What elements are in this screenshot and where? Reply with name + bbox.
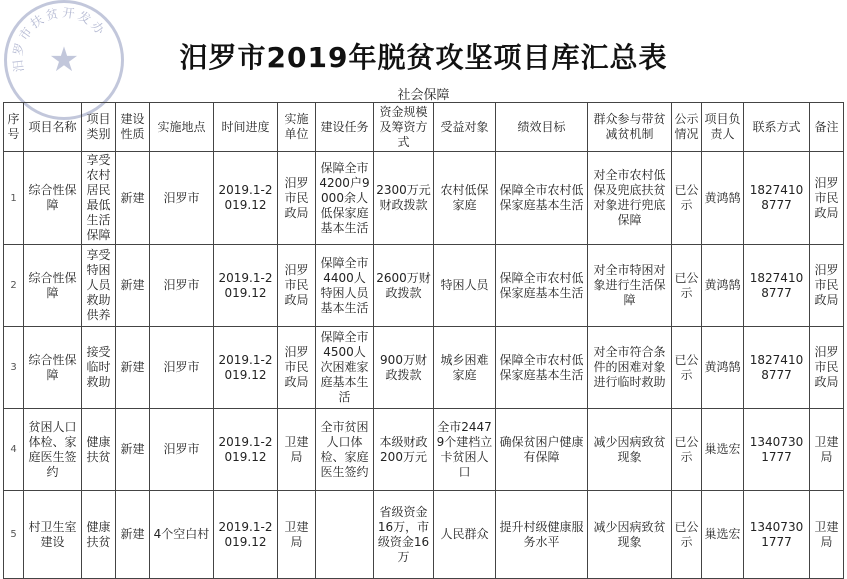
cell-category: 享受特困人员救助供养 [82,245,116,327]
cell-category: 健康扶贫 [82,409,116,491]
cell-mechanism: 对全市特困对象进行生活保障 [588,245,672,327]
cell-location: 汨罗市 [150,245,214,327]
cell-remark: 卫建局 [810,491,844,579]
cell-beneficiary: 人民群众 [434,491,496,579]
section-subtitle: 社会保障 [397,88,450,103]
cell-location: 4个空白村 [150,491,214,579]
cell-publicity: 已公示 [672,491,702,579]
cell-leader: 黄鸿鹄 [702,152,744,245]
header-funding: 资金规模及筹资方式 [374,103,434,152]
header-no: 序号 [4,103,24,152]
cell-unit: 汨罗市民政局 [278,245,316,327]
cell-funding: 本级财政200万元 [374,409,434,491]
cell-name: 综合性保障 [24,152,82,245]
cell-no: 5 [4,491,24,579]
cell-location: 汨罗市 [150,409,214,491]
cell-mechanism: 对全市农村低保及兜底扶贫对象进行兜底保障 [588,152,672,245]
table-header-row [4,103,844,152]
cell-nature: 新建 [116,152,150,245]
cell-contact: 18274108777 [744,245,810,327]
cell-schedule: 2019.1-2019.12 [214,245,278,327]
cell-unit: 汨罗市民政局 [278,152,316,245]
table-row [4,491,844,579]
cell-beneficiary: 农村低保家庭 [434,152,496,245]
table-row [4,327,844,409]
cell-remark: 卫建局 [810,409,844,491]
cell-schedule: 2019.1-2019.12 [214,327,278,409]
cell-leader: 黄鸿鹄 [702,327,744,409]
header-publicity: 公示情况 [672,103,702,152]
cell-beneficiary: 城乡困难家庭 [434,327,496,409]
cell-publicity: 已公示 [672,152,702,245]
cell-name: 综合性保障 [24,327,82,409]
cell-contact: 18274108777 [744,152,810,245]
seal-star-icon: ★ [48,40,80,80]
header-nature: 建设性质 [116,103,150,152]
cell-mechanism: 减少因病致贫现象 [588,409,672,491]
cell-contact: 13407301777 [744,409,810,491]
cell-contact: 13407301777 [744,491,810,579]
seal-text: 汨罗市扶贫开发办 [10,5,109,73]
cell-goal: 保障全市农村低保家庭基本生活 [496,327,588,409]
cell-publicity: 已公示 [672,409,702,491]
cell-category: 接受临时救助 [82,327,116,409]
cell-schedule: 2019.1-2019.12 [214,491,278,579]
table-row [4,152,844,245]
cell-beneficiary: 特困人员 [434,245,496,327]
cell-goal: 提升村级健康服务水平 [496,491,588,579]
cell-unit: 汨罗市民政局 [278,327,316,409]
cell-funding: 2300万元财政拨款 [374,152,434,245]
cell-task [316,491,374,579]
cell-name: 综合性保障 [24,245,82,327]
cell-unit: 卫建局 [278,409,316,491]
cell-location: 汨罗市 [150,327,214,409]
cell-goal: 确保贫困户健康有保障 [496,409,588,491]
cell-publicity: 已公示 [672,245,702,327]
cell-remark: 汨罗市民政局 [810,245,844,327]
header-beneficiary: 受益对象 [434,103,496,152]
cell-name: 村卫生室建设 [24,491,82,579]
cell-task: 全市贫困人口体检、家庭医生签约 [316,409,374,491]
header-contact: 联系方式 [744,103,810,152]
cell-no: 3 [4,327,24,409]
cell-leader: 巢选宏 [702,491,744,579]
cell-publicity: 已公示 [672,327,702,409]
cell-mechanism: 减少因病致贫现象 [588,491,672,579]
table-row [4,245,844,327]
table-row [4,409,844,491]
cell-nature: 新建 [116,491,150,579]
header-goal: 绩效目标 [496,103,588,152]
cell-category: 健康扶贫 [82,491,116,579]
header-unit: 实施单位 [278,103,316,152]
cell-funding: 2600万财政拨款 [374,245,434,327]
header-remark: 备注 [810,103,844,152]
project-table [3,102,844,579]
cell-mechanism: 对全市符合条件的困难对象进行临时救助 [588,327,672,409]
cell-task: 保障全市4500人次困难家庭基本生活 [316,327,374,409]
cell-beneficiary: 全市24479个建档立卡贫困人口 [434,409,496,491]
header-name: 项目名称 [24,103,82,152]
cell-leader: 黄鸿鹄 [702,245,744,327]
cell-location: 汨罗市 [150,152,214,245]
document-title: 汨罗市2019年脱贫攻坚项目库汇总表 [179,41,668,74]
cell-remark: 汨罗市民政局 [810,152,844,245]
cell-no: 4 [4,409,24,491]
cell-nature: 新建 [116,245,150,327]
cell-remark: 汨罗市民政局 [810,327,844,409]
header-task: 建设任务 [316,103,374,152]
cell-leader: 巢选宏 [702,409,744,491]
header-category: 项目类别 [82,103,116,152]
cell-funding: 900万财政拨款 [374,327,434,409]
header-mechanism: 群众参与带贫减贫机制 [588,103,672,152]
header-schedule: 时间进度 [214,103,278,152]
cell-contact: 18274108777 [744,327,810,409]
cell-no: 2 [4,245,24,327]
cell-name: 贫困人口体检、家庭医生签约 [24,409,82,491]
header-location: 实施地点 [150,103,214,152]
cell-category: 享受农村居民最低生活保障 [82,152,116,245]
cell-schedule: 2019.1-2019.12 [214,152,278,245]
cell-task: 保障全市4200户9000余人低保家庭基本生活 [316,152,374,245]
cell-goal: 保障全市农村低保家庭基本生活 [496,245,588,327]
cell-funding: 省级资金16万，市级资金16万 [374,491,434,579]
cell-task: 保障全市4400人特困人员基本生活 [316,245,374,327]
cell-nature: 新建 [116,327,150,409]
cell-no: 1 [4,152,24,245]
cell-nature: 新建 [116,409,150,491]
header-leader: 项目负责人 [702,103,744,152]
cell-goal: 保障全市农村低保家庭基本生活 [496,152,588,245]
cell-unit: 卫建局 [278,491,316,579]
cell-schedule: 2019.1-2019.12 [214,409,278,491]
